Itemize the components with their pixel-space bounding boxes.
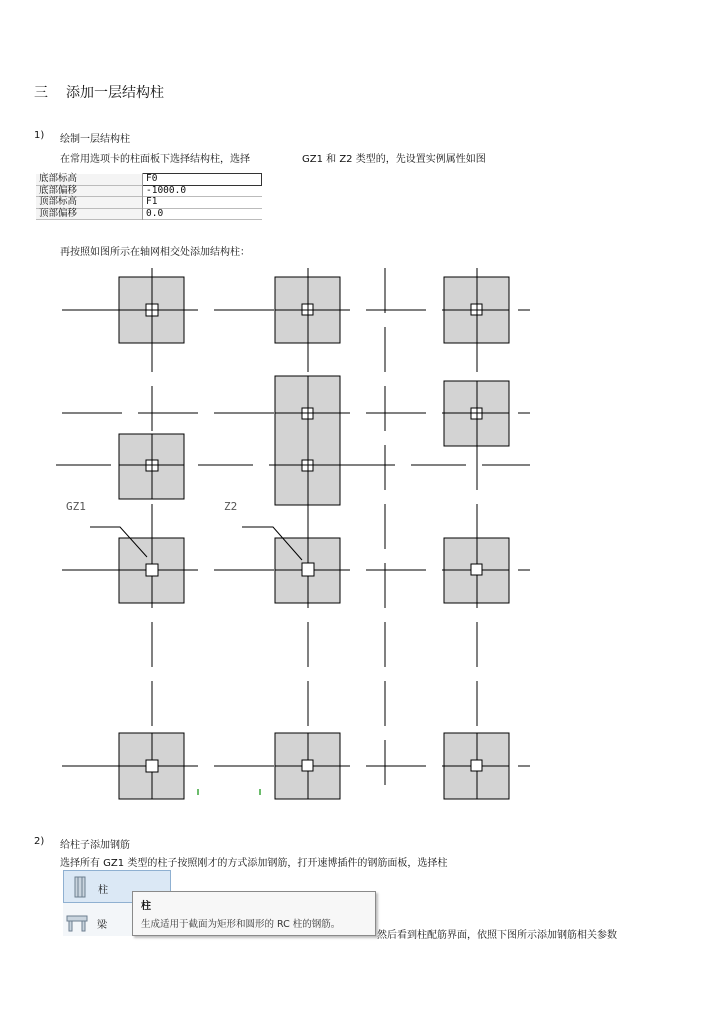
property-value[interactable]: F0 xyxy=(143,174,262,186)
property-key: 底部偏移 xyxy=(36,185,143,197)
tooltip-description: 生成适用于截面为矩形和圆形的 RC 柱的钢筋。 xyxy=(141,919,341,930)
step1-text-c: 再按照如图所示在轴网相交处添加结构柱： xyxy=(60,247,250,258)
property-value[interactable]: F1 xyxy=(146,196,158,207)
section-title: 添加一层结构柱 xyxy=(66,85,164,101)
step2-text: 选择所有 GZ1 类型的柱子按照刚才的方式添加钢筋，打开速博插件的钢筋面板，选择柱 xyxy=(60,858,448,869)
z2-label: Z2 xyxy=(224,500,238,513)
tooltip xyxy=(132,891,376,936)
column-button-label: 柱 xyxy=(98,885,108,896)
property-key: 底部标高 xyxy=(36,174,143,186)
gz1-column[interactable] xyxy=(146,760,158,772)
tooltip-title: 柱 xyxy=(141,901,151,912)
grid-lines xyxy=(56,268,530,790)
step1-title: 绘制一层结构柱 xyxy=(60,134,130,145)
gz1-label: GZ1 xyxy=(66,500,86,513)
gz1-column[interactable] xyxy=(302,760,313,771)
beam-button-label: 梁 xyxy=(97,920,107,931)
gz1-column[interactable] xyxy=(146,564,158,576)
gz1-column[interactable] xyxy=(471,564,482,575)
beam-icon xyxy=(66,914,88,932)
step1-number: 1) xyxy=(34,130,45,141)
gz1-column[interactable] xyxy=(302,563,314,576)
column-icon xyxy=(70,876,90,898)
step1-text-a: 在常用选项卡的柱面板下选择结构柱，选择 xyxy=(60,154,250,165)
section-number: 三 xyxy=(34,85,48,101)
property-value[interactable]: 0.0 xyxy=(146,207,164,219)
property-key: 顶部标高 xyxy=(36,197,143,209)
property-key: 顶部偏移 xyxy=(36,208,143,220)
step2-number: 2) xyxy=(34,836,45,847)
beam-rebar-button[interactable] xyxy=(63,908,133,936)
step2-after-text: 然后看到柱配筋界面，依照下图所示添加钢筋相关参数 xyxy=(377,930,617,941)
gz1-column[interactable] xyxy=(471,760,482,771)
step2-title: 给柱子添加钢筋 xyxy=(60,840,130,851)
step1-text-b: GZ1 和 Z2 类型的，先设置实例属性如图 xyxy=(302,154,486,165)
property-value[interactable]: -1000.0 xyxy=(146,184,187,196)
